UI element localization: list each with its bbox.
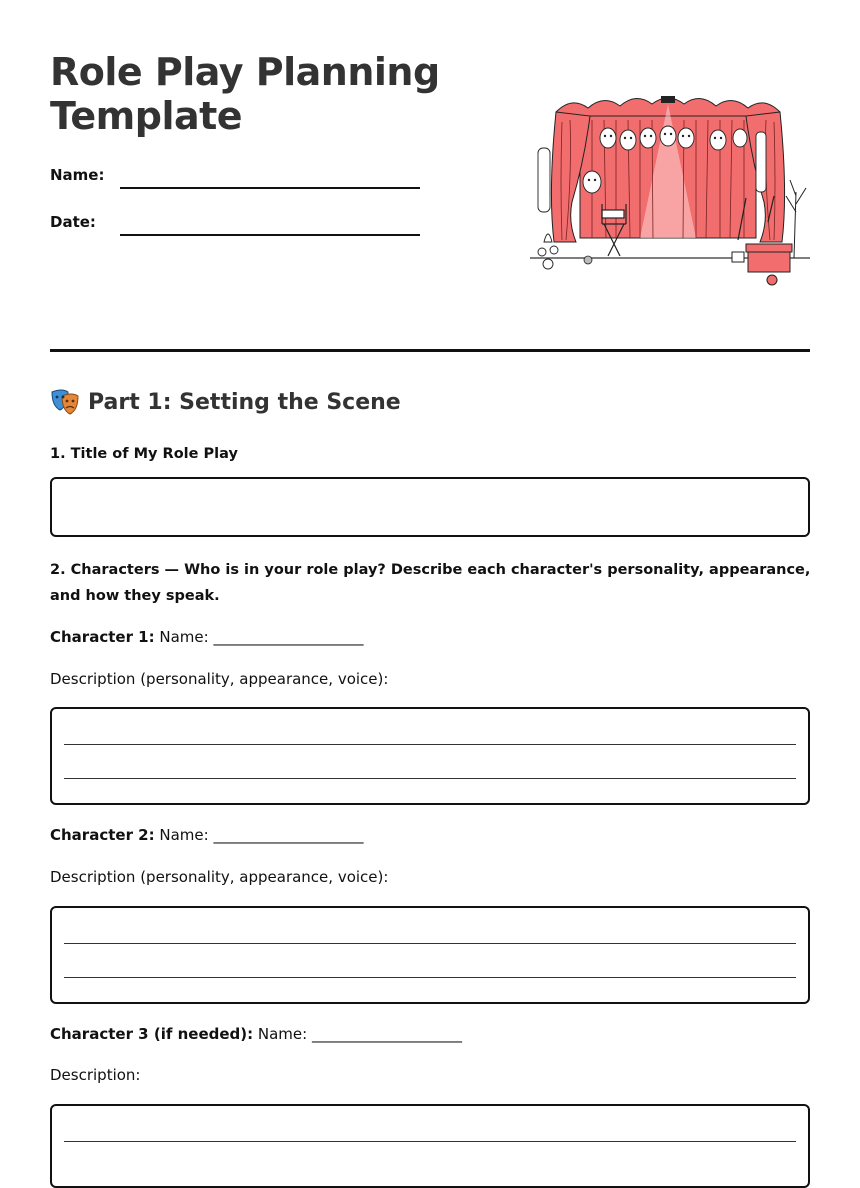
character-3-label: Character 3 (if needed): <box>50 1025 254 1043</box>
character-1-label: Character 1: <box>50 628 155 646</box>
writing-line <box>64 744 796 745</box>
title-line-2: Template <box>50 94 243 138</box>
character-3-row <box>50 1024 462 1044</box>
question-title-label: 1. Title of My Role Play <box>50 446 238 462</box>
character-1-description-box[interactable] <box>50 707 810 805</box>
page-title <box>50 50 440 138</box>
character-3-description-label: Description: <box>50 1066 141 1084</box>
character-2-description-box[interactable] <box>50 906 810 1004</box>
date-label: Date: <box>50 213 96 231</box>
character-2-description-label: Description (personality, appearance, voice): <box>50 868 389 886</box>
theater-stage-illustration <box>528 92 812 292</box>
title-line-1: Role Play Planning <box>50 50 440 94</box>
character-1-name-field[interactable]: Name: ____________________ <box>154 628 364 646</box>
character-3-name-field[interactable]: Name: ____________________ <box>253 1025 462 1043</box>
name-label: Name: <box>50 166 105 184</box>
question-characters-label: 2. Characters — Who is in your role play? Describe each character's personality, appearance, and how they speak. <box>50 562 811 604</box>
writing-line <box>64 1141 796 1142</box>
writing-line <box>64 943 796 944</box>
writing-line <box>64 977 796 978</box>
performing-arts-masks-icon <box>50 388 80 416</box>
title-input-box[interactable] <box>50 477 810 537</box>
character-2-label: Character 2: <box>50 826 155 844</box>
character-1-row <box>50 627 363 647</box>
character-2-row <box>50 825 363 845</box>
date-line[interactable] <box>120 234 420 236</box>
section-heading-part-1 <box>50 388 401 416</box>
character-3-description-box[interactable] <box>50 1104 810 1188</box>
character-2-name-field[interactable]: Name: ____________________ <box>154 826 364 844</box>
name-line[interactable] <box>120 187 420 189</box>
section-title-text: Part 1: Setting the Scene <box>88 389 401 415</box>
character-1-description-label: Description (personality, appearance, voice): <box>50 670 389 688</box>
section-divider <box>50 349 810 352</box>
writing-line <box>64 778 796 779</box>
